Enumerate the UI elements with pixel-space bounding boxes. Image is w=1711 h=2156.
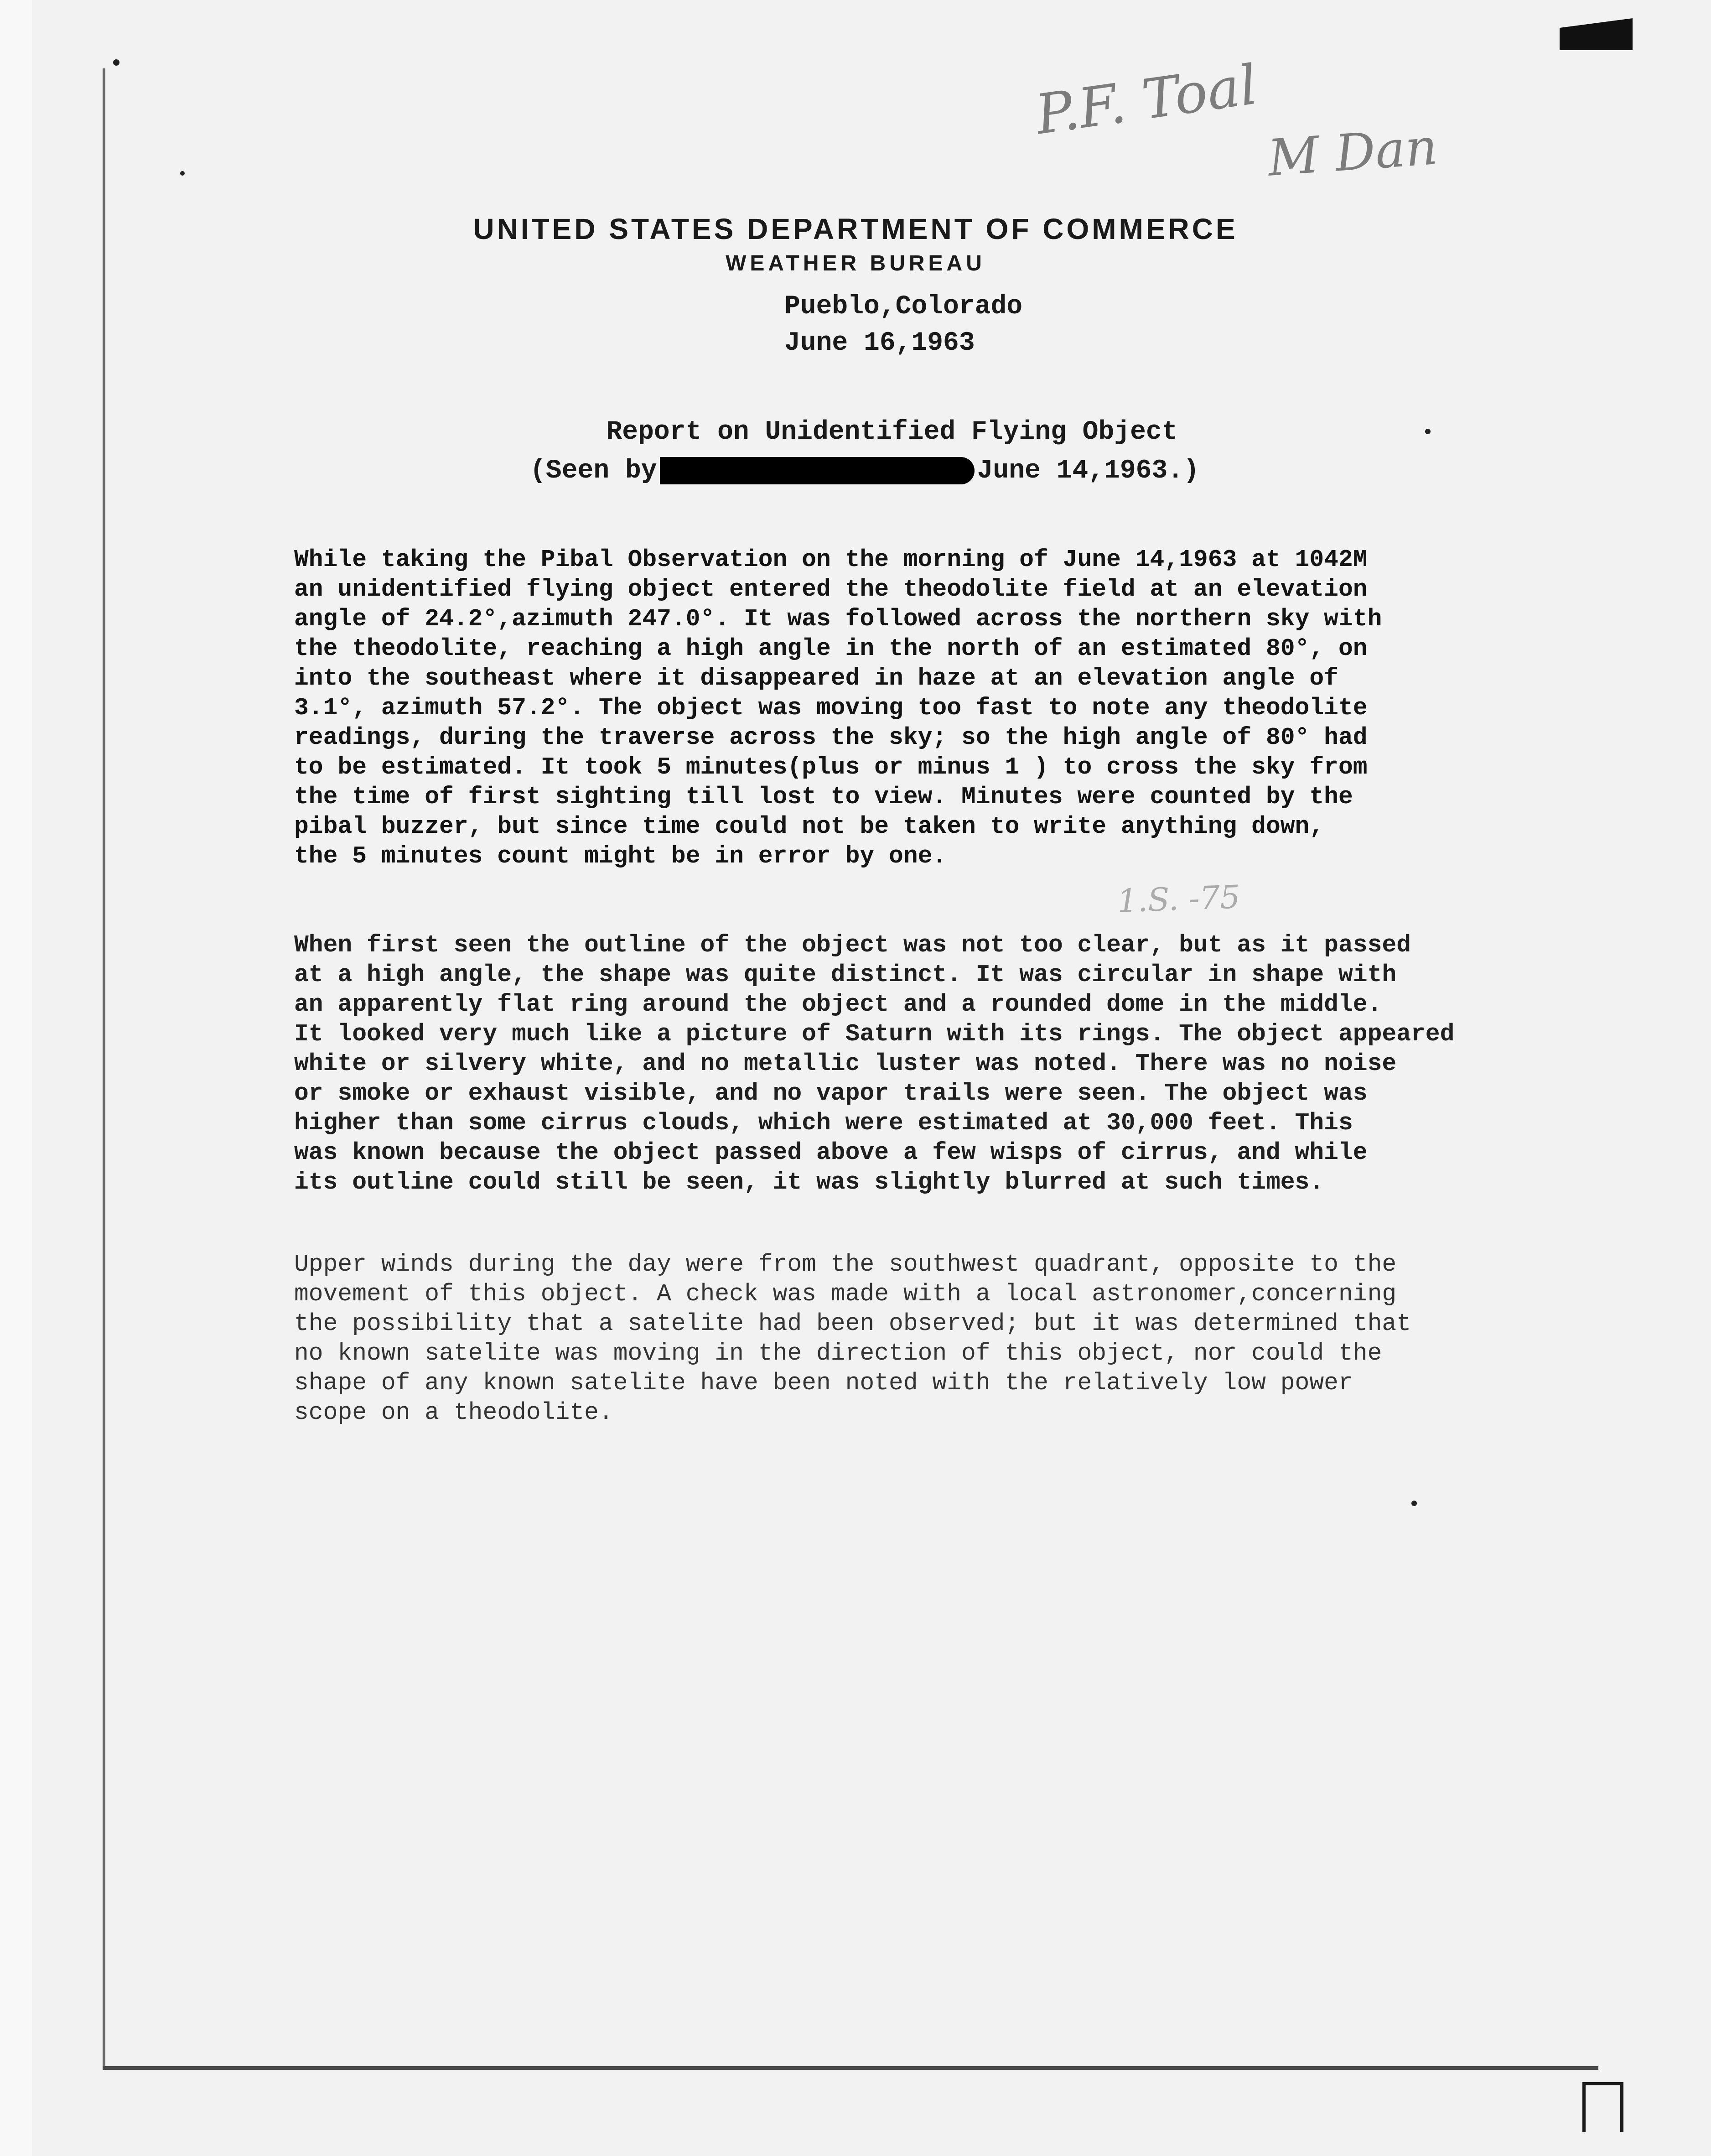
body-paragraph-description: When first seen the outline of the object was not too clear, but as it passed at a high angle, the shape was quite distinct. It was circular in shape with an apparently flat ring around the object and a rounded dome in the middle. It looked very much like a picture of Saturn with its rings. The object appeared white or silvery white, and no metallic luster was noted. There was no noise or smoke or exhaust visible, and no vapor trails were seen. The object was higher than some cirrus clouds, which were estimated at 30,000 feet. This was known because the object passed above a few wisps of cirrus, and while its outline could still be seen, it was slightly blurred at such times.: [294, 931, 1455, 1196]
bottom-border-line: [103, 2066, 1598, 2070]
body-paragraph-observation: While taking the Pibal Observation on the morning of June 14,1963 at 1042M an unidentified flying object entered the theodolite field at an elevation angle of 24.2°,azimuth 247.0°. It was followed across the northern sky with the theodolite, reaching a high angle in the north of an estimated 80°, on into the southeast where it disappeared in haze at an elevation angle of 3.1°, azimuth 57.2°. The object was moving too fast to note any theodolite readings, during the traverse across the sky; so the high angle of 80° had to be estimated. It took 5 minutes(plus or minus 1 ) to cross the sky from the time of first sighting till lost to view. Minutes were counted by the pibal buzzer, but since time could not be taken to write anything down, the 5 minutes count might be in error by one.: [294, 546, 1382, 870]
seen-by-prefix: (Seen by: [530, 456, 657, 486]
seen-by-suffix: June 14,1963.): [977, 456, 1199, 486]
handwritten-note-top: P.F. Toal: [1032, 53, 1261, 147]
report-title: Report on Unidentified Flying Object: [606, 417, 1178, 447]
location: Pueblo,Colorado: [784, 292, 1023, 322]
handwritten-note-margin: 1.S. -75: [1116, 878, 1241, 920]
handwritten-note-initials: M Dan: [1265, 117, 1440, 187]
scan-speck: [180, 171, 185, 176]
redacted-name-bar: [660, 457, 975, 484]
scan-speck: [1411, 1501, 1417, 1506]
letterhead-bureau: WEATHER BUREAU: [726, 251, 985, 275]
scan-margin: [0, 0, 32, 2156]
scan-speck: [113, 59, 119, 66]
letterhead-department: UNITED STATES DEPARTMENT OF COMMERCE: [473, 213, 1238, 245]
top-right-scan-mark: [1560, 18, 1633, 50]
body-paragraph-winds: Upper winds during the day were from the southwest quadrant, opposite to the movement of this object. A check was made with a local astronomer,concerning the possibility that a satelite had been observed; but it was determined that no known satelite was moving in the direction of this object, nor could the shape of any known satelite have been noted with the relatively low power scope on a theodolite.: [294, 1251, 1411, 1426]
report-seen-by-line: [9, 456, 1711, 486]
bottom-right-scan-mark: [1582, 2082, 1623, 2132]
left-border-line: [103, 68, 105, 2066]
document-date: June 16,1963: [784, 328, 975, 358]
